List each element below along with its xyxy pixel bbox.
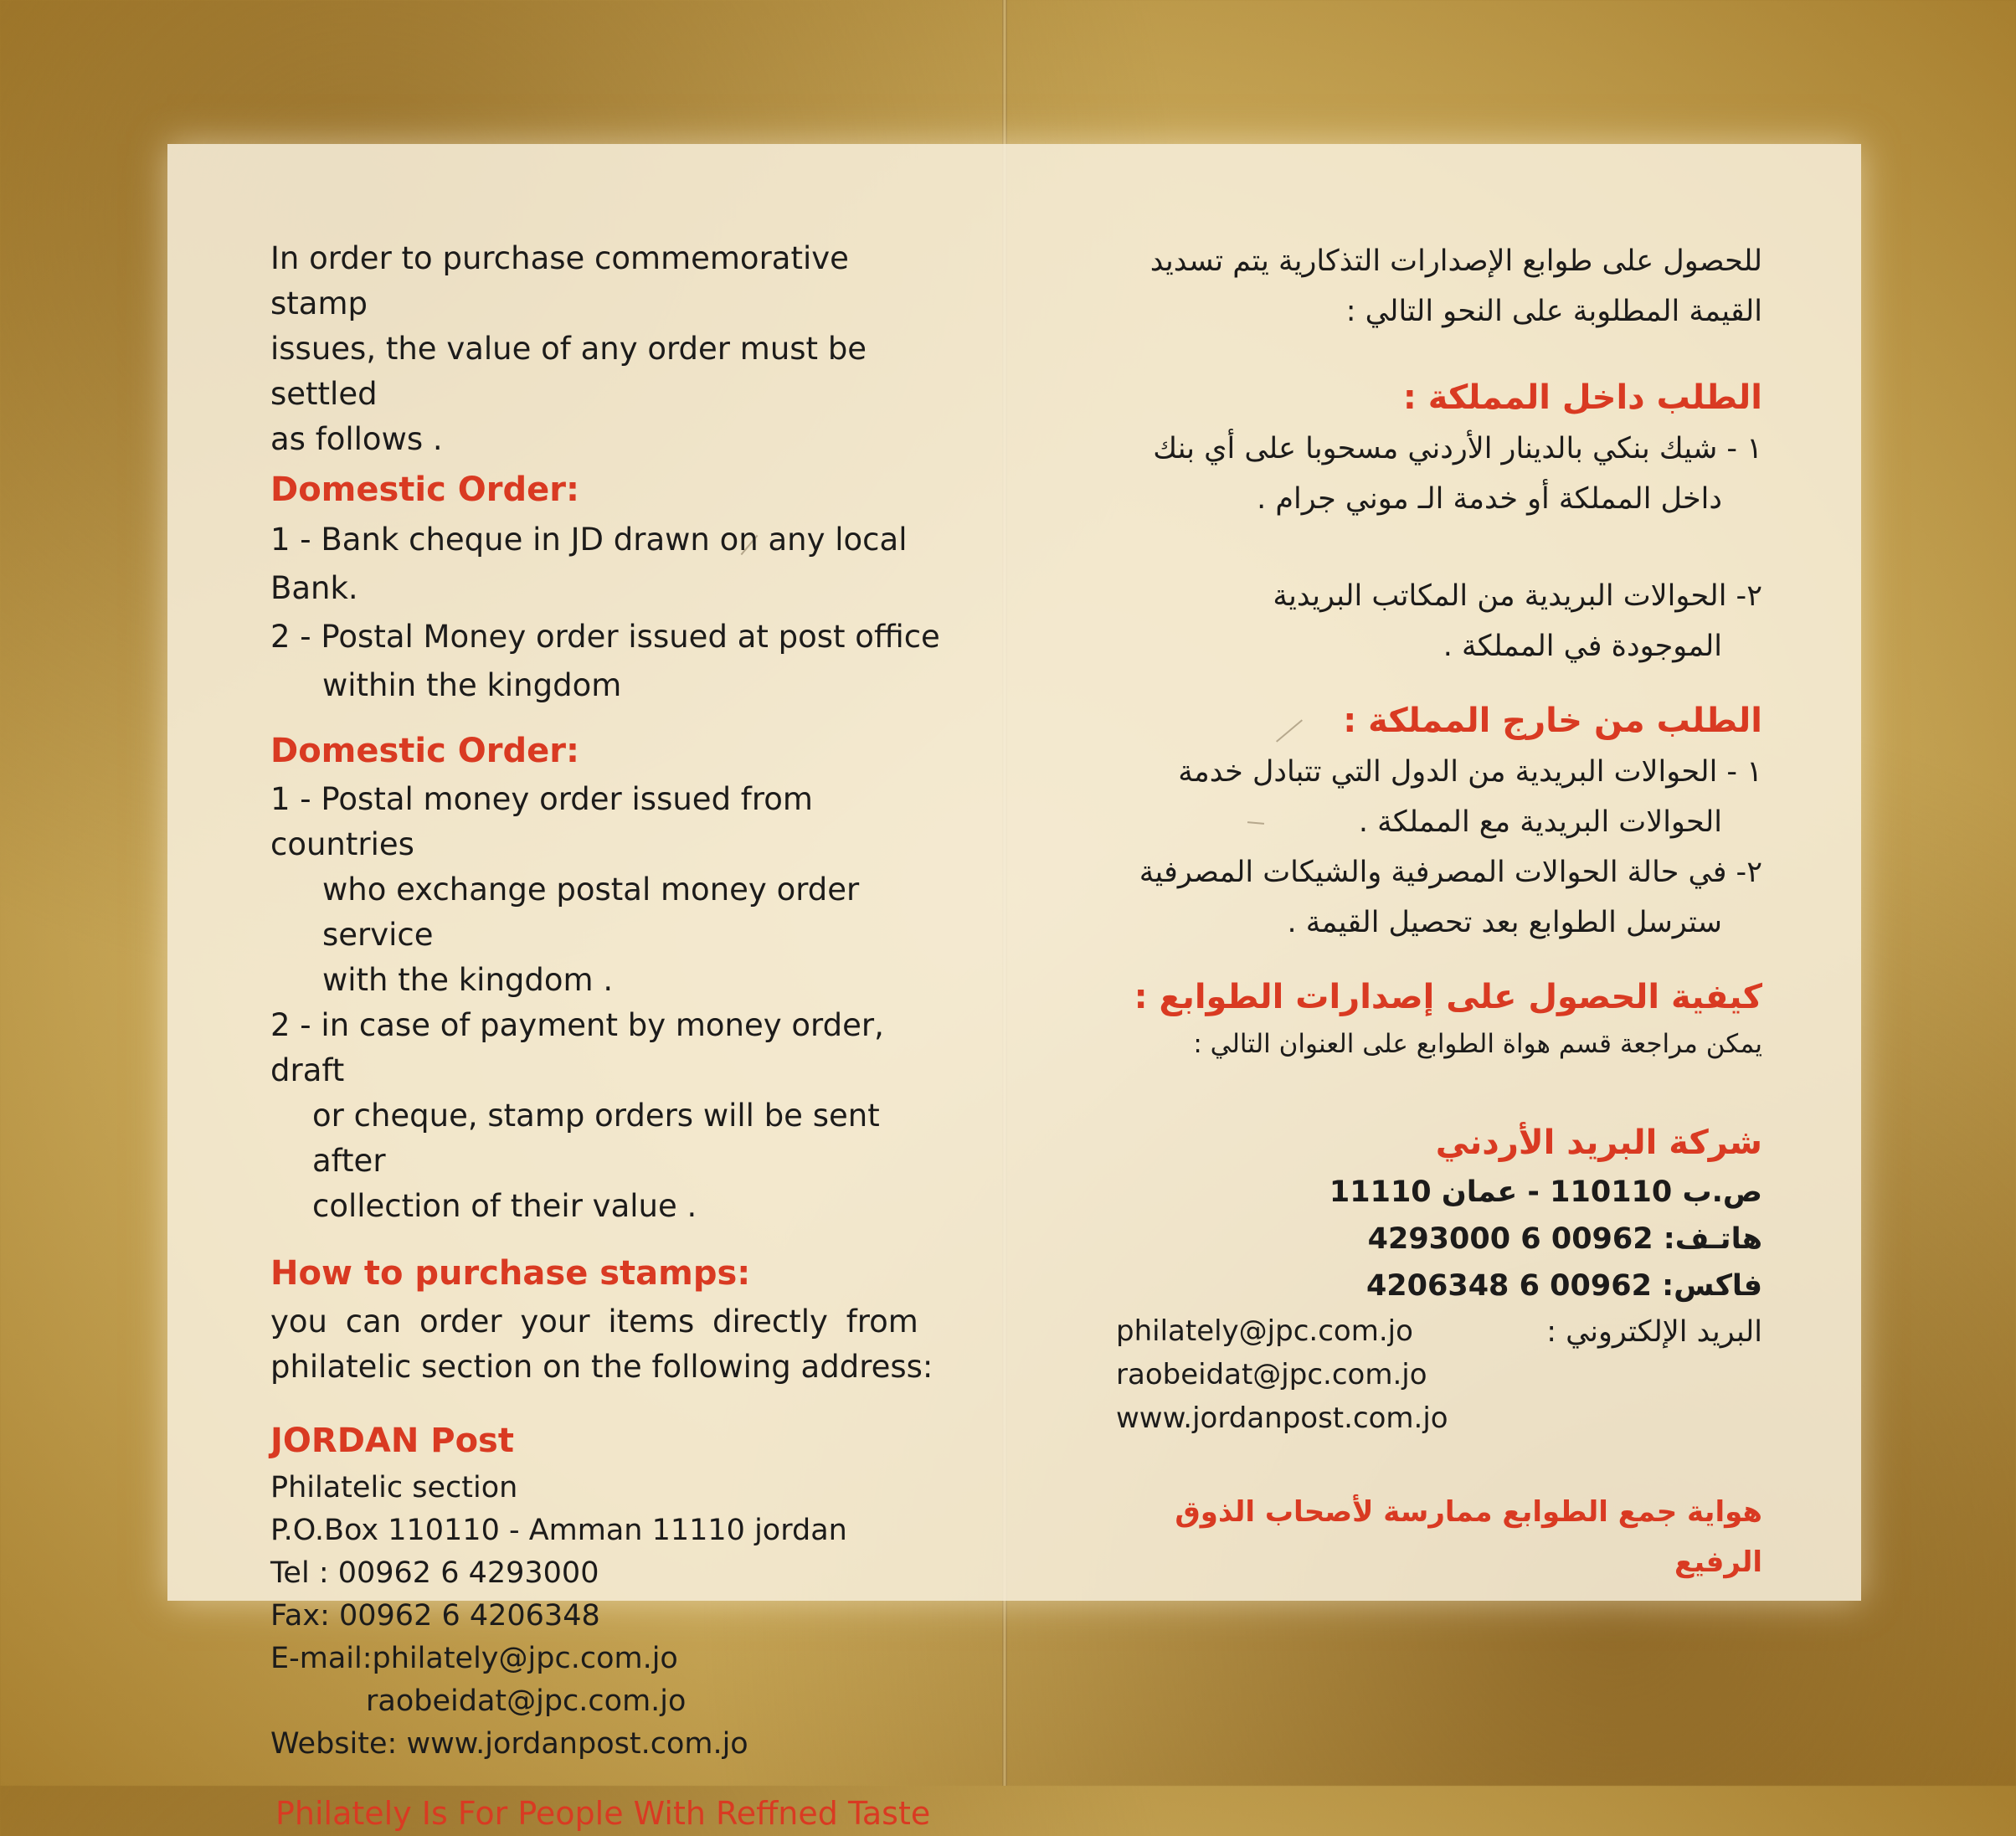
intro-line: In order to purchase commemorative stamp: [270, 240, 849, 321]
intro-line: as follows .: [270, 421, 443, 457]
order-item: 2 - in case of payment by money order, draft: [270, 1007, 884, 1088]
email-block: [1109, 1309, 1762, 1443]
order-item-continuation: or cheque, stamp orders will be sent after: [312, 1098, 880, 1179]
tagline: هواية جمع الطوابع ممارسة لأصحاب الذوق الرفيع: [1175, 1495, 1762, 1579]
order-item-continuation: who exchange postal money order service: [322, 872, 860, 953]
order-item: ٢- في حالة الحوالات المصرفية والشيكات المصرفية: [1139, 856, 1762, 889]
phone-line: Tel : 00962 6 4293000: [270, 1556, 599, 1590]
company-name: شركة البريد الأردني: [1435, 1124, 1762, 1162]
order-item: 2 - Postal Money order issued at post office: [270, 619, 940, 655]
fax-line: Fax: 00962 6 4206348: [270, 1599, 600, 1633]
order-item: ١ - الحوالات البريدية من الدول التي تتبادل خدمة: [1178, 755, 1762, 789]
how-to-text: philatelic section on the following address:: [270, 1349, 933, 1385]
second-order-heading: Domestic Order:: [270, 732, 579, 770]
order-item-continuation: within the kingdom: [322, 667, 622, 703]
address-block: [270, 1467, 940, 1766]
order-item: 1 - Bank cheque in JD drawn on any local Bank.: [270, 522, 908, 606]
order-item-continuation: الحوالات البريدية مع المملكة .: [1358, 805, 1722, 839]
order-item-continuation: with the kingdom .: [322, 962, 614, 998]
company-name: JORDAN Post: [270, 1422, 514, 1460]
intro-line: للحصول على طوابع الإصدارات التذكارية يتم تسديد: [1149, 244, 1762, 278]
domestic-order-heading: Domestic Order:: [270, 471, 579, 509]
website-line: www.jordanpost.com.jo: [1116, 1401, 1448, 1435]
how-to-purchase-heading: How to purchase stamps:: [270, 1254, 751, 1293]
how-to-text: you can order your items directly from: [270, 1304, 918, 1340]
foreign-order-heading: الطلب من خارج المملكة :: [1343, 702, 1762, 740]
email-list: [1116, 1309, 1448, 1440]
how-to-text: يمكن مراجعة قسم هواة الطوابع على العنوان التالي :: [1193, 1029, 1762, 1059]
english-column: [270, 236, 940, 1836]
email-line: E-mail:philately@jpc.com.jo: [270, 1642, 678, 1675]
order-item: ٢- الحوالات البريدية من المكاتب البريدية: [1273, 579, 1762, 613]
phone-line: هاتـف: 00962 6 4293000: [1367, 1222, 1762, 1256]
order-item-continuation: collection of their value .: [312, 1188, 697, 1224]
intro-line: issues, the value of any order must be settled: [270, 331, 867, 412]
tagline: Philately Is For People With Reffned Taste: [275, 1795, 931, 1832]
order-item-continuation: الموجودة في المملكة .: [1443, 630, 1722, 663]
order-item-continuation: سترسل الطوابع بعد تحصيل القيمة .: [1287, 906, 1722, 939]
email-label: البريد الإلكتروني :: [1546, 1315, 1762, 1349]
how-to-purchase-heading: كيفية الحصول على إصدارات الطوابع :: [1134, 978, 1762, 1016]
email-line: raobeidat@jpc.com.jo: [1116, 1358, 1427, 1391]
email-line: philately@jpc.com.jo: [1116, 1314, 1413, 1348]
pobox-line: ص.ب 110110 - عمان 11110: [1329, 1175, 1762, 1209]
email-line: raobeidat@jpc.com.jo: [366, 1684, 687, 1718]
address-line: Philatelic section: [270, 1471, 518, 1504]
order-item: ١ - شيك بنكي بالدينار الأردني مسحوبا على أي بنك: [1153, 432, 1762, 465]
fax-line: فاكس: 00962 6 4206348: [1365, 1269, 1762, 1303]
arabic-column: [1109, 236, 1762, 1587]
order-item: 1 - Postal money order issued from countries: [270, 781, 813, 862]
intro-line: القيمة المطلوبة على النحو التالي :: [1345, 295, 1762, 328]
website-line: Website: www.jordanpost.com.jo: [270, 1727, 748, 1761]
order-item-continuation: داخل المملكة أو خدمة الـ موني جرام .: [1257, 482, 1722, 516]
domestic-order-heading: الطلب داخل المملكة :: [1402, 378, 1762, 417]
address-line: P.O.Box 110110 - Amman 11110 jordan: [270, 1514, 847, 1547]
